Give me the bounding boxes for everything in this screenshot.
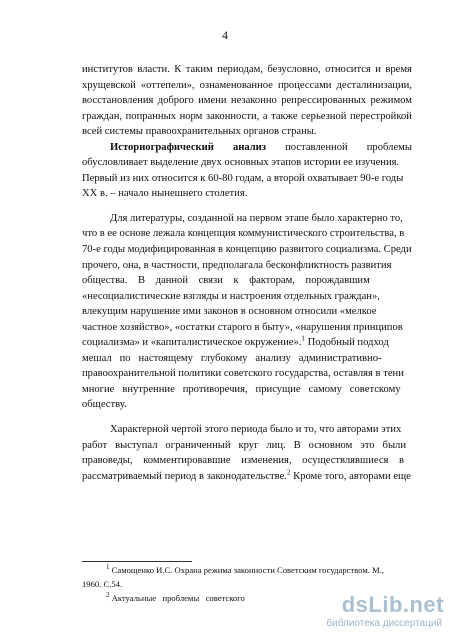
text-line: институтов власти. К таким периодам, безусловно, относится и время	[82, 64, 412, 75]
text-line: обусловливает выделение двух основных этапов истории ее изучения.	[82, 157, 400, 169]
footnote-mark: 2	[106, 591, 110, 600]
text-line: работ выступал ограниченный круг лиц. В основном это были	[82, 439, 407, 451]
text-line: общества. В данной связи к факторам, порождавшим	[82, 275, 370, 287]
text-line: влекущим нарушение ими законов в основном относили «мелкое	[82, 306, 377, 318]
watermark	[316, 592, 444, 632]
bold-term: Историографический	[110, 141, 214, 153]
text-line: Характерной чертой этого периода было и то, что авторами этих	[110, 424, 402, 436]
line-text: социализма» и «капиталистическое окружение».	[82, 337, 302, 349]
text-line: хрущевской «оттепели», ознаменованное процессами десталинизации,	[82, 79, 412, 91]
text-line: правоохранительной политики советского государства, оставляя в тени	[82, 368, 404, 380]
footnote-1	[82, 563, 412, 577]
footnote-separator	[82, 561, 192, 562]
footnote-text: Самощенко И.С. Охрана режима законности Советским государством. М.,	[109, 565, 384, 575]
text-line	[82, 469, 412, 485]
text-line: Первый из них относится к 60-80 годам, а второй охватывает 90-е годы	[82, 172, 404, 184]
text-line: обществу.	[82, 399, 127, 411]
footnote-1-cont: 1960. С.54.	[82, 579, 123, 589]
text-line: Для литературы, созданной на первом этапе было характерно то,	[110, 212, 403, 224]
text-line: что в ее основе лежала концепция коммунистического строительства, в	[82, 228, 405, 240]
text-line: «несоциалистические взгляды и настроения отдельных граждан»,	[82, 290, 380, 302]
watermark-logo: dsLib.net	[341, 592, 444, 617]
text-line: прочего, она, в частности, предполагала бесконфликтность развития	[82, 259, 392, 271]
text-line: XX в. – начало нынешнего столетия.	[82, 188, 248, 200]
word: поставленной	[285, 141, 348, 153]
line-text: Кроме того, авторами еще	[290, 470, 411, 482]
text-line: восстановления доброго имени незаконно репрессированных режимом	[82, 95, 412, 107]
line-text: рассматриваемый период в законодательстве.	[82, 470, 287, 482]
text-line: многие внутренние противоречия, присущие самому советскому	[82, 383, 401, 395]
footnote-ref: 2	[286, 468, 291, 477]
text-line: частное хозяйство», «остатки старого в быту», «нарушения принципов	[82, 321, 403, 333]
text-line	[82, 335, 412, 351]
watermark-subtitle: библиотека диссертаций	[326, 618, 442, 629]
bold-term: анализ	[232, 141, 267, 153]
line-text: Подобный подход	[304, 337, 389, 349]
page-number: 4	[222, 28, 228, 42]
text-line: 70-е годы модифицированная в концепцию развитого социализма. Среди	[82, 244, 412, 256]
footnote-text: Актуальные проблемы советского	[109, 593, 245, 603]
footnote-mark: 1	[106, 563, 110, 572]
text-line	[82, 140, 412, 156]
body-text	[82, 62, 412, 484]
text-line: мешал по настоящему глубокому анализу административно-	[82, 352, 382, 364]
text-line: граждан, попранных норм законности, а также серьезной перестройкой	[82, 110, 412, 122]
footnote-ref: 1	[301, 334, 305, 343]
text-line: правоведы, комментировавшие изменения, осуществлявшиеся в	[82, 455, 405, 467]
word: проблемы	[366, 141, 412, 153]
text-line: всей системы правоохранительных органов страны.	[82, 126, 317, 138]
